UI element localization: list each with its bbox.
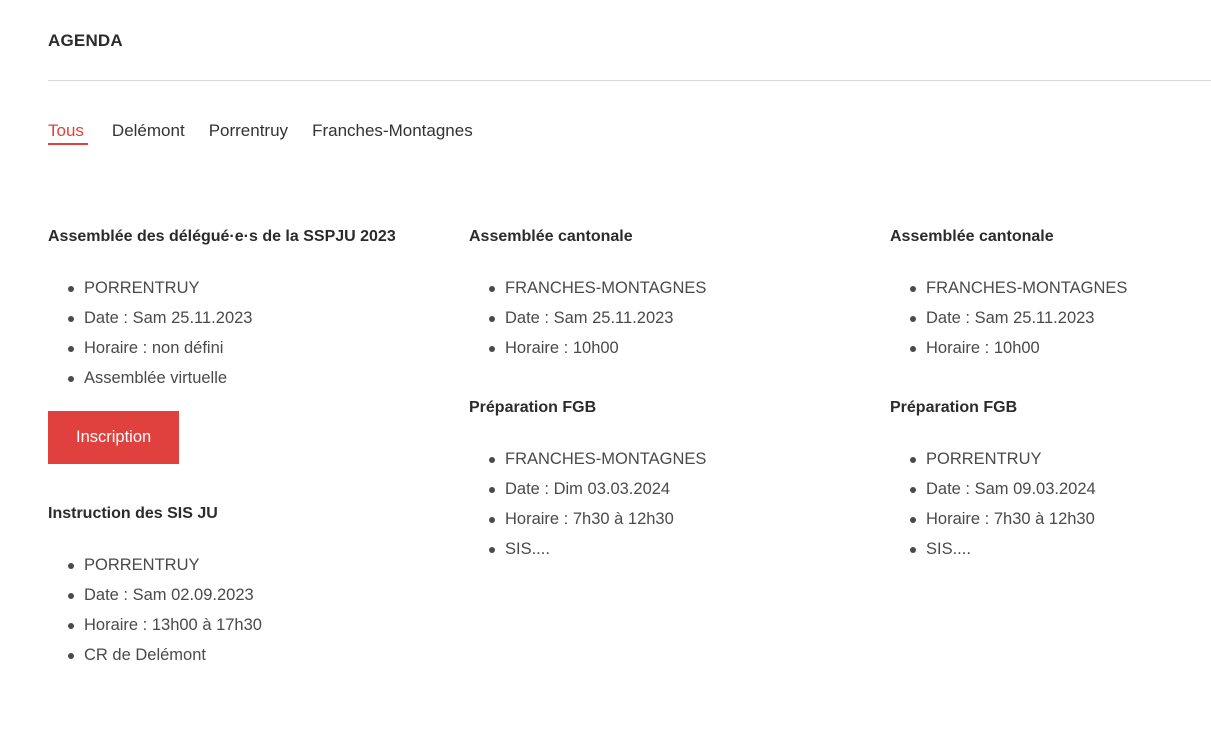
event-details [489,444,869,564]
event-details [68,273,448,393]
event-note: Assemblée virtuelle [68,363,448,393]
event-date: Date : Sam 02.09.2023 [68,580,448,610]
event-card [890,398,1211,564]
event-card [469,227,869,363]
event-date: Date : Sam 25.11.2023 [68,303,448,333]
event-location: FRANCHES-MONTAGNES [910,273,1211,303]
tab-porrentruy[interactable]: Porrentruy [208,121,289,140]
inscription-button[interactable]: Inscription [48,411,179,464]
event-card [48,504,448,670]
event-date: Date : Dim 03.03.2024 [489,474,869,504]
event-details [489,273,869,363]
event-title: Assemblée cantonale [890,228,1054,245]
event-title: Préparation FGB [469,399,597,416]
event-time: Horaire : 7h30 à 12h30 [910,504,1211,534]
event-card [469,398,869,564]
event-date: Date : Sam 25.11.2023 [489,303,869,333]
event-time: Horaire : 10h00 [910,333,1211,363]
event-date: Date : Sam 25.11.2023 [910,303,1211,333]
event-card [890,227,1211,363]
event-time: Horaire : 10h00 [489,333,869,363]
header-divider [48,80,1211,81]
page-title: AGENDA [48,31,123,50]
event-title: Assemblée cantonale [469,228,633,245]
event-time: Horaire : 7h30 à 12h30 [489,504,869,534]
event-date: Date : Sam 09.03.2024 [910,474,1211,504]
event-note: SIS.... [910,534,1211,564]
event-note: CR de Delémont [68,640,448,670]
event-location: PORRENTRUY [68,273,448,303]
event-time: Horaire : 13h00 à 17h30 [68,610,448,640]
event-location: PORRENTRUY [910,444,1211,474]
event-card [48,227,448,464]
event-location: FRANCHES-MONTAGNES [489,273,869,303]
event-note: SIS.... [489,534,869,564]
event-details [910,444,1211,564]
event-title: Instruction des SIS JU [48,505,218,522]
event-details [68,550,448,670]
tab-franches-montagnes[interactable]: Franches-Montagnes [312,121,473,140]
event-title: Préparation FGB [890,399,1018,416]
event-details [910,273,1211,363]
agenda-column-2 [469,227,869,596]
agenda-column-1 [48,227,448,702]
event-location: FRANCHES-MONTAGNES [489,444,869,474]
event-location: PORRENTRUY [68,550,448,580]
location-filter-tabs [48,121,473,145]
event-title: Assemblée des délégué·e·s de la SSPJU 2023 [48,228,396,245]
agenda-column-3 [890,227,1211,596]
tab-delemont[interactable]: Delémont [111,121,185,140]
event-time: Horaire : non défini [68,333,448,363]
tab-tous[interactable]: Tous [48,121,88,145]
